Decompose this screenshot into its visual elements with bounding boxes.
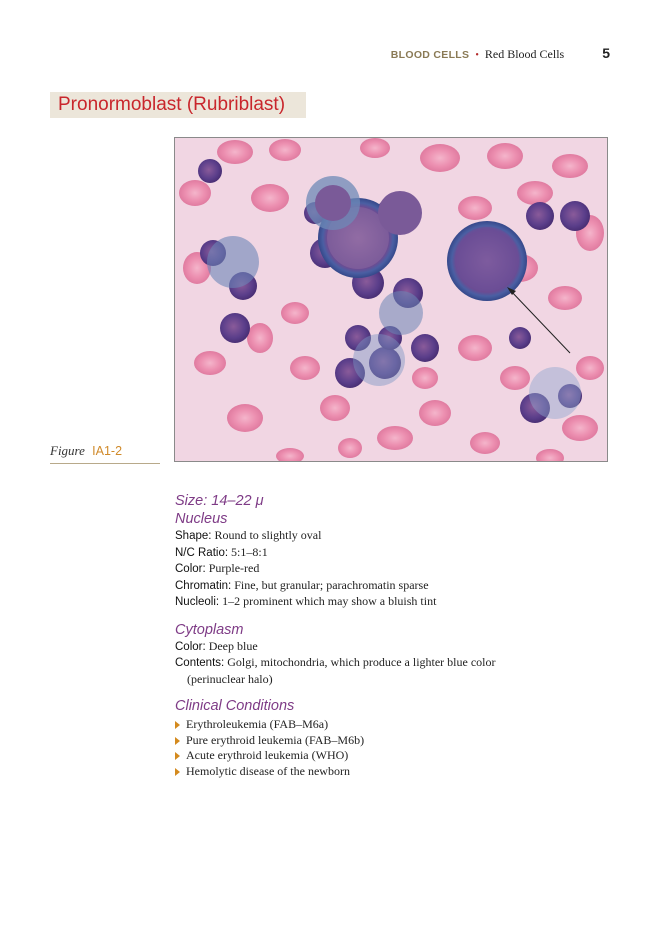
figure-caption xyxy=(50,443,160,464)
running-head-subsection: Red Blood Cells xyxy=(484,47,565,61)
bullet-arrow-icon xyxy=(175,721,180,729)
running-head xyxy=(330,45,610,62)
running-head-section: BLOOD CELLS xyxy=(390,49,470,61)
clinical-item xyxy=(175,764,575,780)
nucleus-item xyxy=(175,578,575,595)
nucleus-list xyxy=(175,528,575,611)
nucleus-item-value: Round to slightly oval xyxy=(211,528,322,542)
micrograph-figure xyxy=(174,137,608,462)
nucleus-item-value: Purple-red xyxy=(205,561,260,575)
bullet-arrow-icon xyxy=(175,737,180,745)
clinical-list xyxy=(175,717,575,779)
nucleus-item-label: N/C Ratio: xyxy=(175,546,229,559)
nucleus-item xyxy=(175,528,575,545)
cytoplasm-item-value: Golgi, mitochondria, which produce a lighter blue color xyxy=(224,655,496,669)
nucleus-item-value: 5:1–8:1 xyxy=(228,544,268,559)
clinical-item xyxy=(175,733,575,749)
clinical-item-text: Erythroleukemia (FAB–M6a) xyxy=(186,717,329,731)
cytoplasm-item-value: Deep blue xyxy=(205,638,258,653)
bullet-arrow-icon xyxy=(175,768,180,776)
micrograph-image xyxy=(175,138,607,461)
page-title: Pronormoblast (Rubriblast) xyxy=(58,94,286,115)
clinical-item xyxy=(175,717,575,733)
nucleus-item xyxy=(175,545,575,562)
nucleus-item-value: Fine, but granular; parachromatin sparse xyxy=(231,577,429,592)
cytoplasm-list xyxy=(175,639,575,688)
nucleus-heading: Nucleus xyxy=(175,511,228,527)
clinical-item-text: Pure erythroid leukemia (FAB–M6b) xyxy=(186,732,365,747)
nucleus-item-label: Shape: xyxy=(175,530,212,542)
bullet-arrow-icon xyxy=(175,752,180,760)
nucleus-item-label: Chromatin: xyxy=(175,579,232,592)
figure-caption-word: Figure xyxy=(50,443,85,458)
nucleus-item-value: 1–2 prominent which may show a bluish tint xyxy=(219,594,437,608)
cytoplasm-heading: Cytoplasm xyxy=(175,621,244,638)
nucleus-item-label: Nucleoli: xyxy=(175,596,220,608)
nucleus-item xyxy=(175,594,575,611)
clinical-item-text: Acute erythroid leukemia (WHO) xyxy=(186,748,349,762)
clinical-heading: Clinical Conditions xyxy=(175,698,295,714)
figure-caption-number: IA1-2 xyxy=(92,444,123,458)
page-number: 5 xyxy=(602,45,610,61)
clinical-item xyxy=(175,748,575,764)
nucleus-item-label: Color: xyxy=(175,563,206,575)
cytoplasm-item-label: Contents: xyxy=(175,657,225,669)
running-head-bullet: • xyxy=(475,50,479,61)
cytoplasm-item xyxy=(175,655,575,672)
cell-description xyxy=(175,492,575,779)
nucleus-item xyxy=(175,561,575,578)
size-heading: Size: 14–22 μ xyxy=(175,493,264,509)
cytoplasm-item-label: Color: xyxy=(175,640,206,653)
cytoplasm-item xyxy=(175,639,575,656)
clinical-item-text: Hemolytic disease of the newborn xyxy=(186,763,350,778)
cytoplasm-continuation: (perinuclear halo) xyxy=(187,671,273,686)
